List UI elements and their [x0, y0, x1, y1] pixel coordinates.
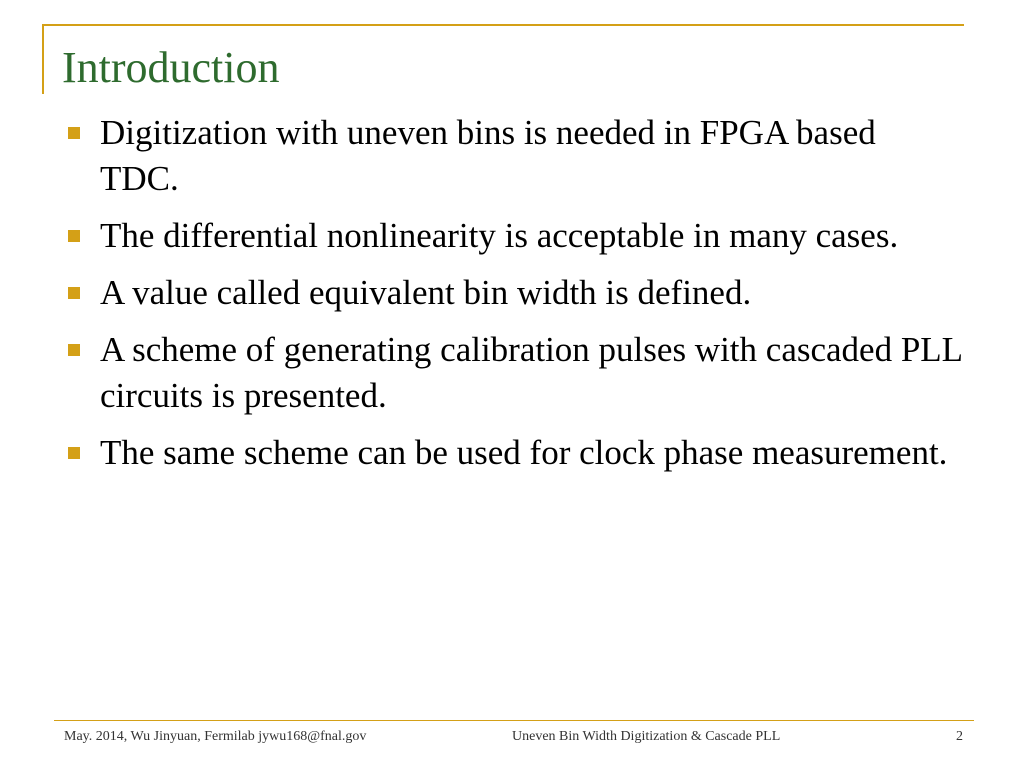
footer-talk-title: Uneven Bin Width Digitization & Cascade PLL [512, 729, 781, 744]
left-frame-rule [42, 24, 44, 94]
bullet-text: Digitization with uneven bins is needed in FPGA based TDC. [100, 113, 876, 198]
square-bullet-icon [68, 447, 80, 459]
bullet-item [62, 213, 962, 259]
top-frame-rule [42, 24, 964, 26]
square-bullet-icon [68, 230, 80, 242]
bullet-text: The same scheme can be used for clock phase measurement. [100, 433, 948, 472]
bullet-text: A value called equivalent bin width is defined. [100, 273, 752, 312]
square-bullet-icon [68, 287, 80, 299]
bullet-text: A scheme of generating calibration pulses with cascaded PLL circuits is presented. [100, 330, 962, 415]
square-bullet-icon [68, 127, 80, 139]
square-bullet-icon [68, 344, 80, 356]
bullet-item [62, 110, 962, 202]
bullet-text: The differential nonlinearity is acceptable in many cases. [100, 216, 899, 255]
bullet-item [62, 327, 962, 419]
slide-title: Introduction [62, 43, 280, 92]
page-number: 2 [956, 729, 963, 744]
footer-rule [54, 720, 974, 721]
bullet-item [62, 430, 962, 476]
footer-author-info: May. 2014, Wu Jinyuan, Fermilab jywu168@fnal.gov [64, 729, 367, 744]
bullet-list [62, 110, 962, 487]
bullet-item [62, 270, 962, 316]
